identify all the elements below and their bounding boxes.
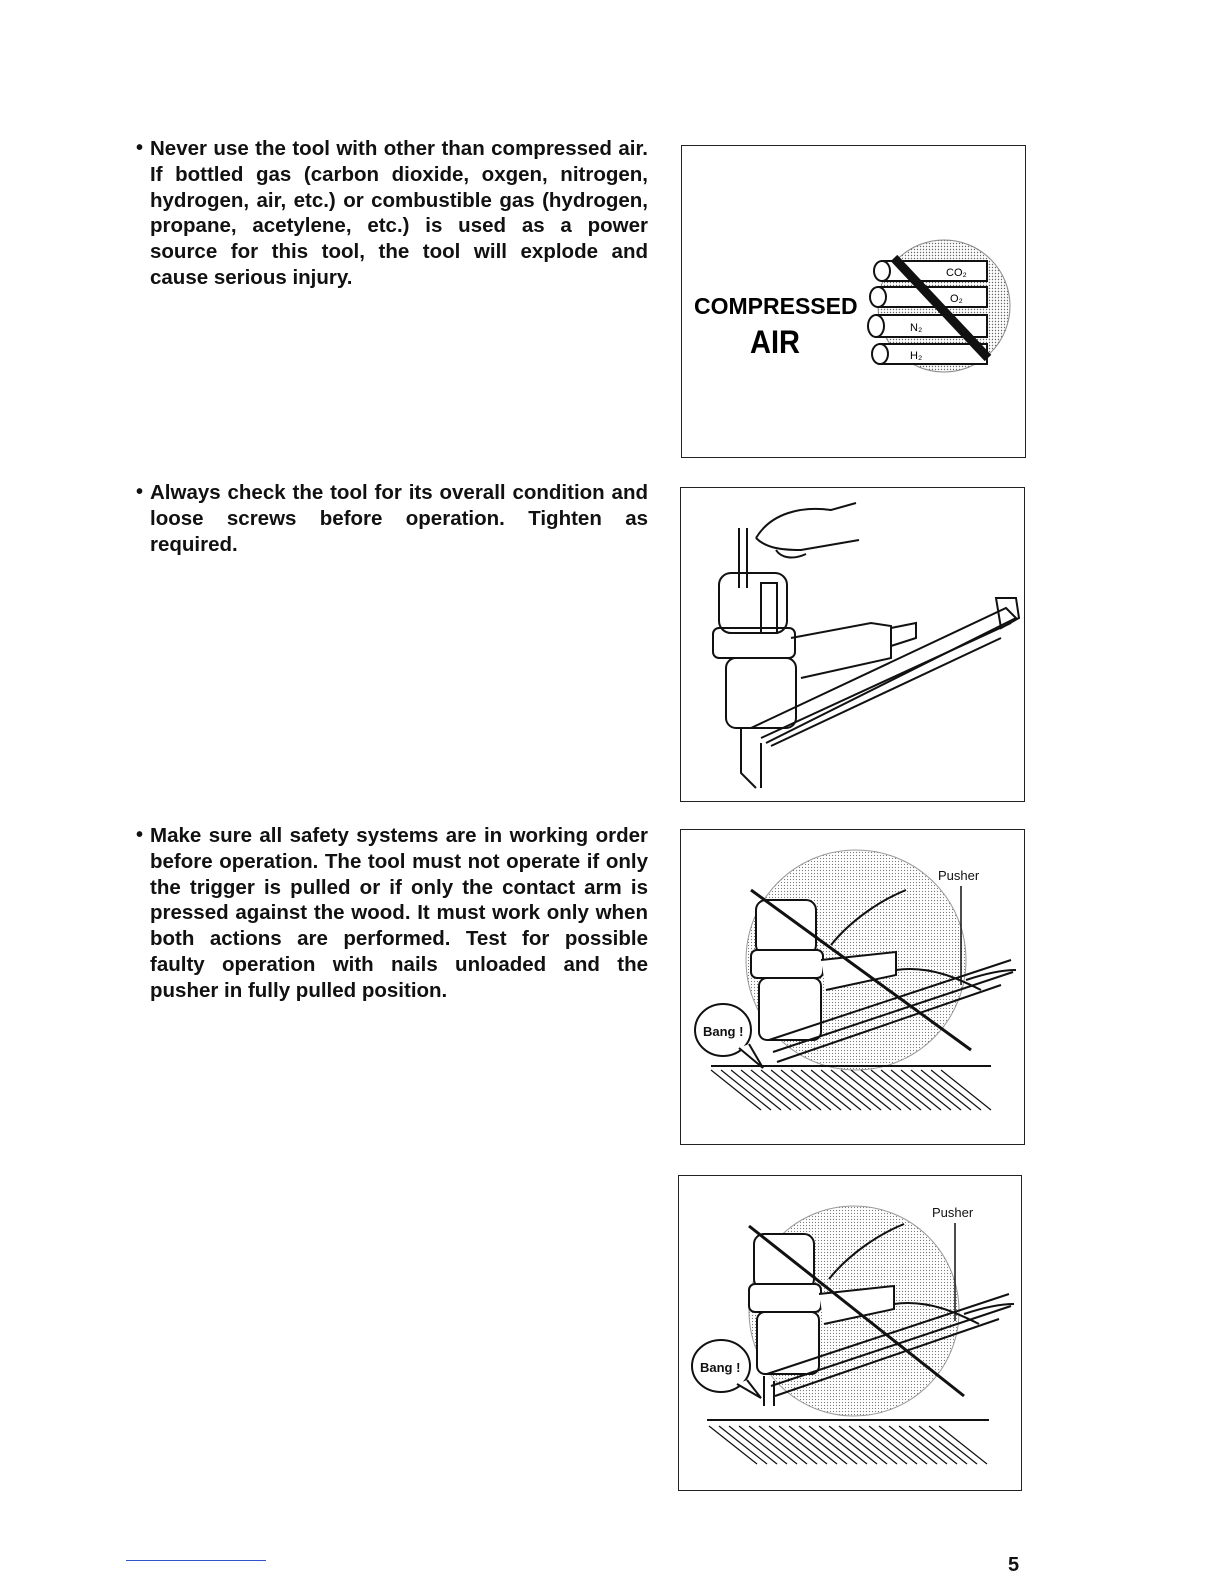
footer-rule xyxy=(126,1560,266,1561)
figure-trigger-only-test xyxy=(680,829,1025,1145)
hand-with-hex-wrench-icon xyxy=(739,503,859,588)
paragraph-text: Never use the tool with other than compressed air. If bottled gas (carbon dioxide, oxgen, nitrogen, hydrogen, air, etc.) or combustible gas (hydrogen, propane, acetylene, etc.) is used as a power source for this tool, the tool will explode and cause serious injury. xyxy=(150,137,648,289)
figure-check-screws xyxy=(680,487,1025,802)
bang-label: Bang ! xyxy=(703,1024,744,1039)
pusher-label: Pusher xyxy=(932,1205,974,1220)
page-number: 5 xyxy=(1008,1554,1020,1576)
paragraph-text: Always check the tool for its overall condition and loose screws before operation. Tighten as required. xyxy=(150,481,648,556)
wood-surface-icon xyxy=(707,1420,989,1464)
compressed-label: COMPRESSED xyxy=(694,293,858,319)
bang-label: Bang ! xyxy=(700,1360,741,1375)
wood-surface-icon xyxy=(711,1066,991,1110)
safety-paragraph-compressed-air xyxy=(136,136,648,291)
bullet-point: • xyxy=(136,824,144,846)
gas-label-h2: H₂ xyxy=(910,350,923,362)
bullet-point: • xyxy=(136,137,144,159)
bullet-point: • xyxy=(136,481,144,503)
gas-label-n2: N₂ xyxy=(910,322,923,334)
paragraph-text: Make sure all safety systems are in working order before operation. The tool must not operate if only the trigger is pulled or if only the contact arm is pressed against the wood. It must work only when both actions are performed. Test for possible faulty operation with nails unloaded and the pusher in fully pulled position. xyxy=(150,824,648,1002)
nailer-tool-icon xyxy=(713,573,1019,788)
pusher-label: Pusher xyxy=(938,868,980,883)
figure-contact-arm-only-test xyxy=(678,1175,1022,1491)
safety-paragraph-safety-systems xyxy=(136,823,648,1004)
safety-paragraph-check-tool xyxy=(136,480,648,557)
figure-compressed-air xyxy=(681,145,1026,458)
gas-label-co2: CO₂ xyxy=(946,267,967,279)
gas-label-o2: O₂ xyxy=(950,293,963,305)
air-label: AIR xyxy=(750,324,800,360)
